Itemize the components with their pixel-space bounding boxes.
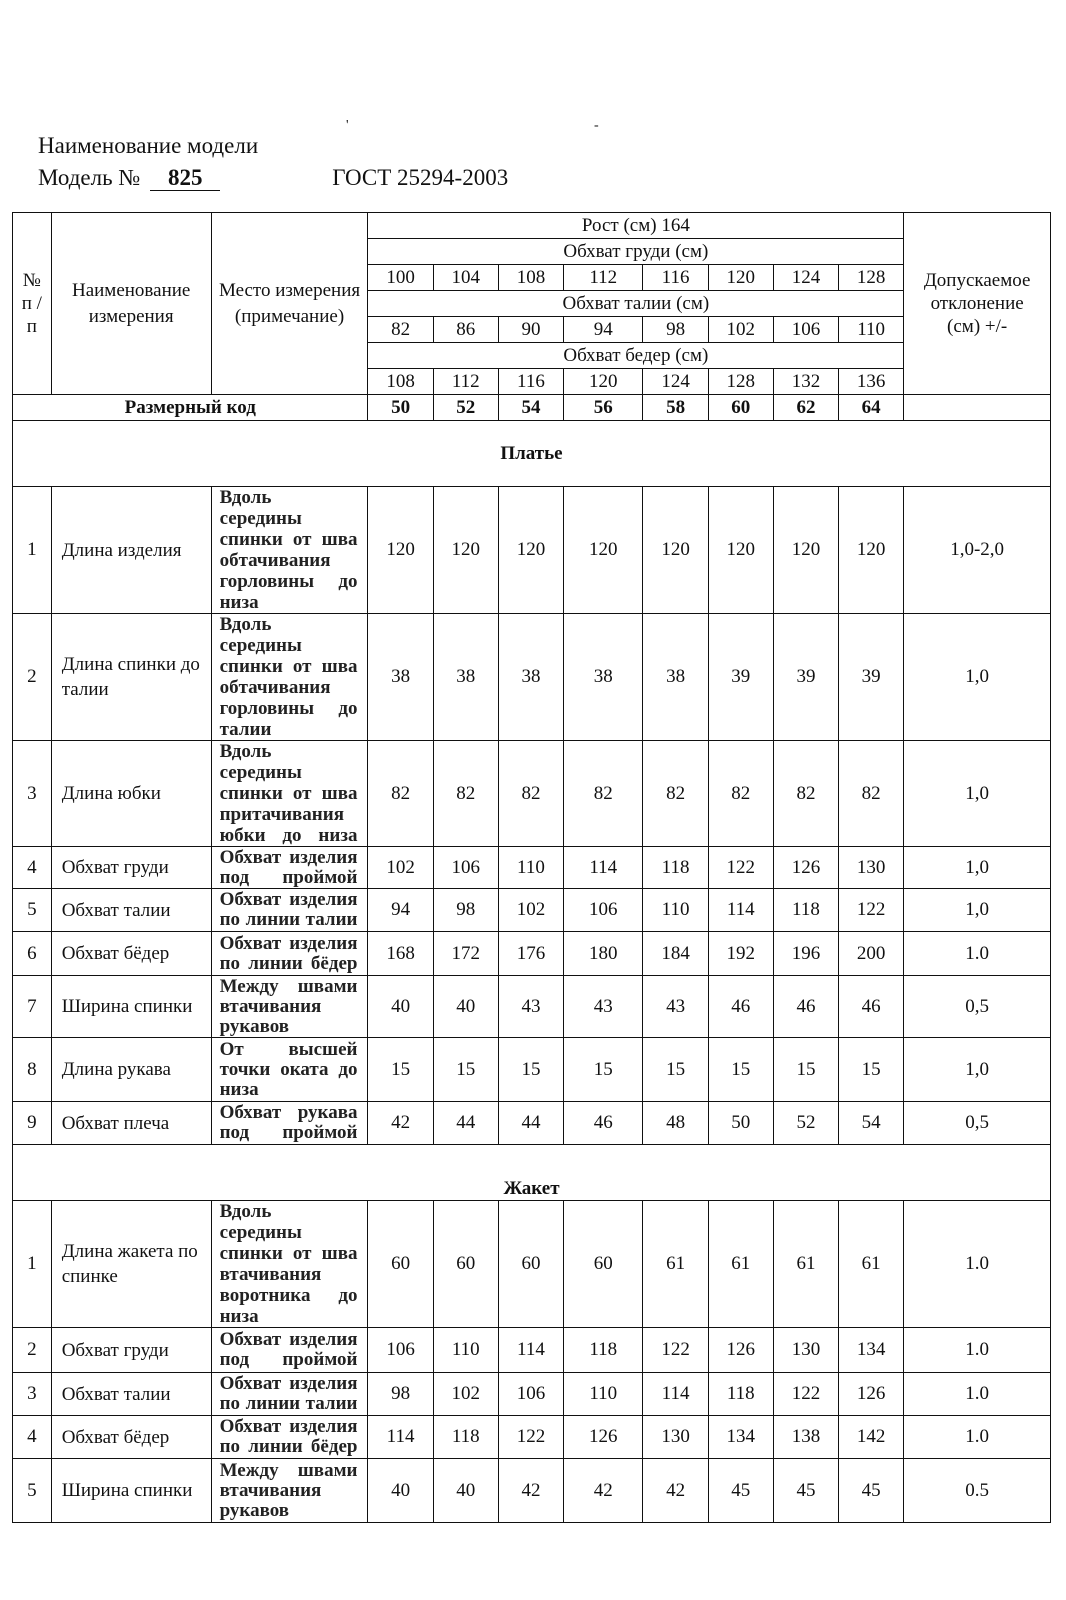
hips-value: 108 <box>368 369 433 395</box>
size-code: 56 <box>564 395 643 421</box>
measurement-value: 82 <box>708 741 773 847</box>
row-number: 2 <box>13 1328 52 1373</box>
measurement-name: Длина юбки <box>51 741 211 847</box>
table-row <box>13 1038 1051 1102</box>
measurement-place: Обхват изделия под проймой <box>211 847 368 889</box>
measurement-value: 114 <box>643 1373 708 1416</box>
table-row <box>13 889 1051 932</box>
measurement-value: 102 <box>498 889 563 932</box>
tolerance-value: 1,0 <box>904 889 1051 932</box>
measurement-value: 120 <box>368 487 433 614</box>
row-number: 9 <box>13 1102 52 1145</box>
measurement-value: 94 <box>368 889 433 932</box>
measurement-value: 40 <box>368 1459 433 1523</box>
measurement-value: 102 <box>433 1373 498 1416</box>
row-number: 6 <box>13 932 52 976</box>
tolerance-value: 0.5 <box>904 1459 1051 1523</box>
measurement-value: 38 <box>643 614 708 741</box>
row-number: 4 <box>13 847 52 889</box>
measurement-value: 120 <box>498 487 563 614</box>
measurement-value: 44 <box>433 1102 498 1145</box>
measurement-value: 39 <box>773 614 838 741</box>
measurement-value: 168 <box>368 932 433 976</box>
measurement-value: 196 <box>773 932 838 976</box>
measurement-table <box>12 212 1051 1523</box>
height-header: Рост (см) 164 <box>368 213 904 239</box>
section-row <box>13 421 1051 487</box>
measurement-value: 98 <box>433 889 498 932</box>
measurement-value: 126 <box>839 1373 904 1416</box>
measurement-name: Обхват бёдер <box>51 932 211 976</box>
measurement-value: 45 <box>773 1459 838 1523</box>
measurement-value: 43 <box>498 976 563 1038</box>
measurement-value: 40 <box>433 976 498 1038</box>
measurement-value: 176 <box>498 932 563 976</box>
measurement-place: Обхват изделия по линии талии <box>211 889 368 932</box>
measurement-value: 122 <box>839 889 904 932</box>
chest-value: 104 <box>433 265 498 291</box>
tolerance-value: 1,0-2,0 <box>904 487 1051 614</box>
measurement-value: 126 <box>773 847 838 889</box>
measurement-value: 120 <box>643 487 708 614</box>
measurement-value: 61 <box>708 1201 773 1328</box>
tolerance-value: 0,5 <box>904 1102 1051 1145</box>
measurement-value: 114 <box>708 889 773 932</box>
section-title: Жакет <box>13 1145 1051 1201</box>
measurement-value: 15 <box>773 1038 838 1102</box>
measurement-value: 60 <box>498 1201 563 1328</box>
measurement-value: 61 <box>643 1201 708 1328</box>
measurement-value: 82 <box>643 741 708 847</box>
table-row <box>13 847 1051 889</box>
measurement-value: 122 <box>773 1373 838 1416</box>
row-number: 7 <box>13 976 52 1038</box>
tolerance-value: 1.0 <box>904 932 1051 976</box>
tolerance-col-header: Допускаемое отклонение (см) +/- <box>904 213 1051 395</box>
measurement-value: 122 <box>498 1416 563 1459</box>
table-row <box>13 1201 1051 1328</box>
measurement-value: 82 <box>498 741 563 847</box>
measurement-value: 15 <box>708 1038 773 1102</box>
table-row <box>13 1459 1051 1523</box>
table-row <box>13 976 1051 1038</box>
measurement-value: 134 <box>839 1328 904 1373</box>
tolerance-value: 1.0 <box>904 1373 1051 1416</box>
measurement-value: 98 <box>368 1373 433 1416</box>
measurement-name: Обхват талии <box>51 889 211 932</box>
measurement-name: Длина спинки до талии <box>51 614 211 741</box>
size-code: 60 <box>708 395 773 421</box>
tolerance-value: 0,5 <box>904 976 1051 1038</box>
measurement-name: Ширина спинки <box>51 1459 211 1523</box>
size-code: 52 <box>433 395 498 421</box>
measurement-value: 106 <box>498 1373 563 1416</box>
measurement-value: 120 <box>839 487 904 614</box>
size-code: 50 <box>368 395 433 421</box>
measurement-value: 122 <box>643 1328 708 1373</box>
model-no-label: Модель № <box>38 165 141 190</box>
measurement-value: 45 <box>708 1459 773 1523</box>
gost-standard: ГОСТ 25294-2003 <box>332 165 509 190</box>
chest-value: 128 <box>839 265 904 291</box>
measurement-value: 39 <box>708 614 773 741</box>
measurement-value: 38 <box>368 614 433 741</box>
measurement-value: 118 <box>433 1416 498 1459</box>
size-code-label: Размерный код <box>13 395 368 421</box>
measurement-value: 110 <box>498 847 563 889</box>
tolerance-value: 1,0 <box>904 614 1051 741</box>
measurement-value: 15 <box>368 1038 433 1102</box>
measurement-value: 38 <box>564 614 643 741</box>
waist-header: Обхват талии (см) <box>368 291 904 317</box>
measurement-value: 118 <box>773 889 838 932</box>
measurement-value: 15 <box>839 1038 904 1102</box>
measurement-value: 120 <box>433 487 498 614</box>
measurement-value: 82 <box>564 741 643 847</box>
measurement-value: 126 <box>564 1416 643 1459</box>
measurement-place: Обхват изделия по линии талии <box>211 1373 368 1416</box>
chest-value: 124 <box>773 265 838 291</box>
table-row <box>13 741 1051 847</box>
size-code: 54 <box>498 395 563 421</box>
row-number: 5 <box>13 1459 52 1523</box>
measurement-value: 122 <box>708 847 773 889</box>
waist-value: 110 <box>839 317 904 343</box>
model-number: 825 <box>150 166 220 191</box>
measurement-value: 118 <box>643 847 708 889</box>
measurement-value: 42 <box>564 1459 643 1523</box>
tolerance-value: 1.0 <box>904 1201 1051 1328</box>
measurement-place: От высшей точки оката до низа <box>211 1038 368 1102</box>
measurement-name: Обхват груди <box>51 847 211 889</box>
chest-value: 112 <box>564 265 643 291</box>
measurement-value: 118 <box>564 1328 643 1373</box>
chest-value: 120 <box>708 265 773 291</box>
hips-value: 120 <box>564 369 643 395</box>
measurement-name: Длина жакета по спинке <box>51 1201 211 1328</box>
row-number: 3 <box>13 1373 52 1416</box>
measurement-value: 61 <box>839 1201 904 1328</box>
measurement-value: 106 <box>433 847 498 889</box>
measurement-value: 82 <box>433 741 498 847</box>
document-header <box>38 130 508 194</box>
measurement-name: Обхват бёдер <box>51 1416 211 1459</box>
measurement-name: Обхват плеча <box>51 1102 211 1145</box>
stray-mark: - <box>594 118 599 133</box>
measurement-value: 46 <box>773 976 838 1038</box>
measurement-value: 82 <box>839 741 904 847</box>
measurement-value: 130 <box>643 1416 708 1459</box>
measurement-value: 43 <box>643 976 708 1038</box>
measurement-value: 172 <box>433 932 498 976</box>
tolerance-value: 1.0 <box>904 1416 1051 1459</box>
measurement-place: Обхват изделия под проймой <box>211 1328 368 1373</box>
measurement-name: Обхват талии <box>51 1373 211 1416</box>
measurement-value: 114 <box>368 1416 433 1459</box>
row-number: 2 <box>13 614 52 741</box>
waist-value: 94 <box>564 317 643 343</box>
measurement-value: 45 <box>839 1459 904 1523</box>
measurement-place: Обхват рукава под проймой <box>211 1102 368 1145</box>
stray-mark: ' <box>346 118 349 133</box>
size-code: 58 <box>643 395 708 421</box>
measurement-value: 50 <box>708 1102 773 1145</box>
size-code-row <box>13 395 1051 421</box>
hips-header: Обхват бедер (см) <box>368 343 904 369</box>
measurement-value: 39 <box>839 614 904 741</box>
table-row <box>13 1416 1051 1459</box>
measurement-value: 60 <box>433 1201 498 1328</box>
measurement-name: Обхват груди <box>51 1328 211 1373</box>
measurement-value: 42 <box>368 1102 433 1145</box>
tolerance-value: 1.0 <box>904 1328 1051 1373</box>
measurement-value: 15 <box>498 1038 563 1102</box>
num-col-header: № п / п <box>13 213 52 395</box>
hips-value: 116 <box>498 369 563 395</box>
row-number: 8 <box>13 1038 52 1102</box>
hips-value: 124 <box>643 369 708 395</box>
hips-value: 128 <box>708 369 773 395</box>
measurement-name: Длина изделия <box>51 487 211 614</box>
measurement-value: 110 <box>643 889 708 932</box>
measurement-value: 60 <box>368 1201 433 1328</box>
measurement-value: 52 <box>773 1102 838 1145</box>
measurement-value: 180 <box>564 932 643 976</box>
measurement-value: 106 <box>564 889 643 932</box>
measurement-value: 142 <box>839 1416 904 1459</box>
measurement-value: 126 <box>708 1328 773 1373</box>
measurement-value: 134 <box>708 1416 773 1459</box>
measurement-value: 60 <box>564 1201 643 1328</box>
measurement-value: 184 <box>643 932 708 976</box>
measurement-place: Обхват изделия по линии бёдер <box>211 932 368 976</box>
table-row <box>13 1328 1051 1373</box>
measurement-value: 120 <box>773 487 838 614</box>
measurement-value: 38 <box>498 614 563 741</box>
name-col-header: Наименование измерения <box>51 213 211 395</box>
measurement-value: 43 <box>564 976 643 1038</box>
waist-value: 82 <box>368 317 433 343</box>
measurement-place: Вдоль середины спинки от шва притачивания юбки до низа <box>211 741 368 847</box>
size-code-tolerance-empty <box>904 395 1051 421</box>
measurement-value: 15 <box>433 1038 498 1102</box>
measurement-value: 54 <box>839 1102 904 1145</box>
hips-value: 112 <box>433 369 498 395</box>
row-number: 1 <box>13 487 52 614</box>
measurement-place: Обхват изделия по линии бёдер <box>211 1416 368 1459</box>
measurement-place: Вдоль середины спинки от шва обтачивания горловины до низа <box>211 487 368 614</box>
model-name-line <box>38 130 508 162</box>
table-row <box>13 1102 1051 1145</box>
measurement-value: 48 <box>643 1102 708 1145</box>
measurement-place: Между швами втачивания рукавов <box>211 1459 368 1523</box>
measurement-value: 15 <box>643 1038 708 1102</box>
measurement-value: 200 <box>839 932 904 976</box>
measurement-value: 192 <box>708 932 773 976</box>
waist-value: 102 <box>708 317 773 343</box>
measurement-value: 118 <box>708 1373 773 1416</box>
measurement-place: Между швами втачивания рукавов <box>211 976 368 1038</box>
size-code: 62 <box>773 395 838 421</box>
measurement-value: 42 <box>498 1459 563 1523</box>
measurement-place: Вдоль середины спинки от шва втачивания воротника до низа <box>211 1201 368 1328</box>
chest-value: 108 <box>498 265 563 291</box>
table-row <box>13 487 1051 614</box>
section-title: Платье <box>13 421 1051 487</box>
measurement-value: 110 <box>564 1373 643 1416</box>
tolerance-value: 1,0 <box>904 1038 1051 1102</box>
hips-value: 136 <box>839 369 904 395</box>
measurement-place: Вдоль середины спинки от шва обтачивания горловины до талии <box>211 614 368 741</box>
chest-value: 116 <box>643 265 708 291</box>
measurement-value: 106 <box>368 1328 433 1373</box>
measurement-value: 46 <box>564 1102 643 1145</box>
chest-header: Обхват груди (см) <box>368 239 904 265</box>
size-code: 64 <box>839 395 904 421</box>
table-row <box>13 932 1051 976</box>
measurement-value: 114 <box>564 847 643 889</box>
measurement-value: 40 <box>433 1459 498 1523</box>
measurement-value: 40 <box>368 976 433 1038</box>
row-number: 1 <box>13 1201 52 1328</box>
measurement-value: 15 <box>564 1038 643 1102</box>
model-number-line <box>38 162 508 194</box>
waist-value: 98 <box>643 317 708 343</box>
measurement-value: 46 <box>839 976 904 1038</box>
row-number: 5 <box>13 889 52 932</box>
measurement-value: 130 <box>839 847 904 889</box>
measurement-value: 102 <box>368 847 433 889</box>
measurement-value: 82 <box>773 741 838 847</box>
row-number: 4 <box>13 1416 52 1459</box>
measurement-value: 82 <box>368 741 433 847</box>
model-name-label: Наименование модели <box>38 133 259 158</box>
measurement-value: 130 <box>773 1328 838 1373</box>
row-number: 3 <box>13 741 52 847</box>
place-col-header: Место измерения (примечание) <box>211 213 368 395</box>
measurement-value: 110 <box>433 1328 498 1373</box>
measurement-name: Длина рукава <box>51 1038 211 1102</box>
measurement-value: 38 <box>433 614 498 741</box>
hips-value: 132 <box>773 369 838 395</box>
measurement-value: 114 <box>498 1328 563 1373</box>
measurement-value: 138 <box>773 1416 838 1459</box>
waist-value: 86 <box>433 317 498 343</box>
table-row <box>13 614 1051 741</box>
waist-value: 106 <box>773 317 838 343</box>
measurement-value: 44 <box>498 1102 563 1145</box>
measurement-value: 120 <box>708 487 773 614</box>
measurement-value: 42 <box>643 1459 708 1523</box>
measurement-name: Ширина спинки <box>51 976 211 1038</box>
tolerance-value: 1,0 <box>904 847 1051 889</box>
tolerance-value: 1,0 <box>904 741 1051 847</box>
waist-value: 90 <box>498 317 563 343</box>
measurement-value: 46 <box>708 976 773 1038</box>
section-row <box>13 1145 1051 1201</box>
measurement-value: 120 <box>564 487 643 614</box>
table-row <box>13 1373 1051 1416</box>
measurement-value: 61 <box>773 1201 838 1328</box>
chest-value: 100 <box>368 265 433 291</box>
